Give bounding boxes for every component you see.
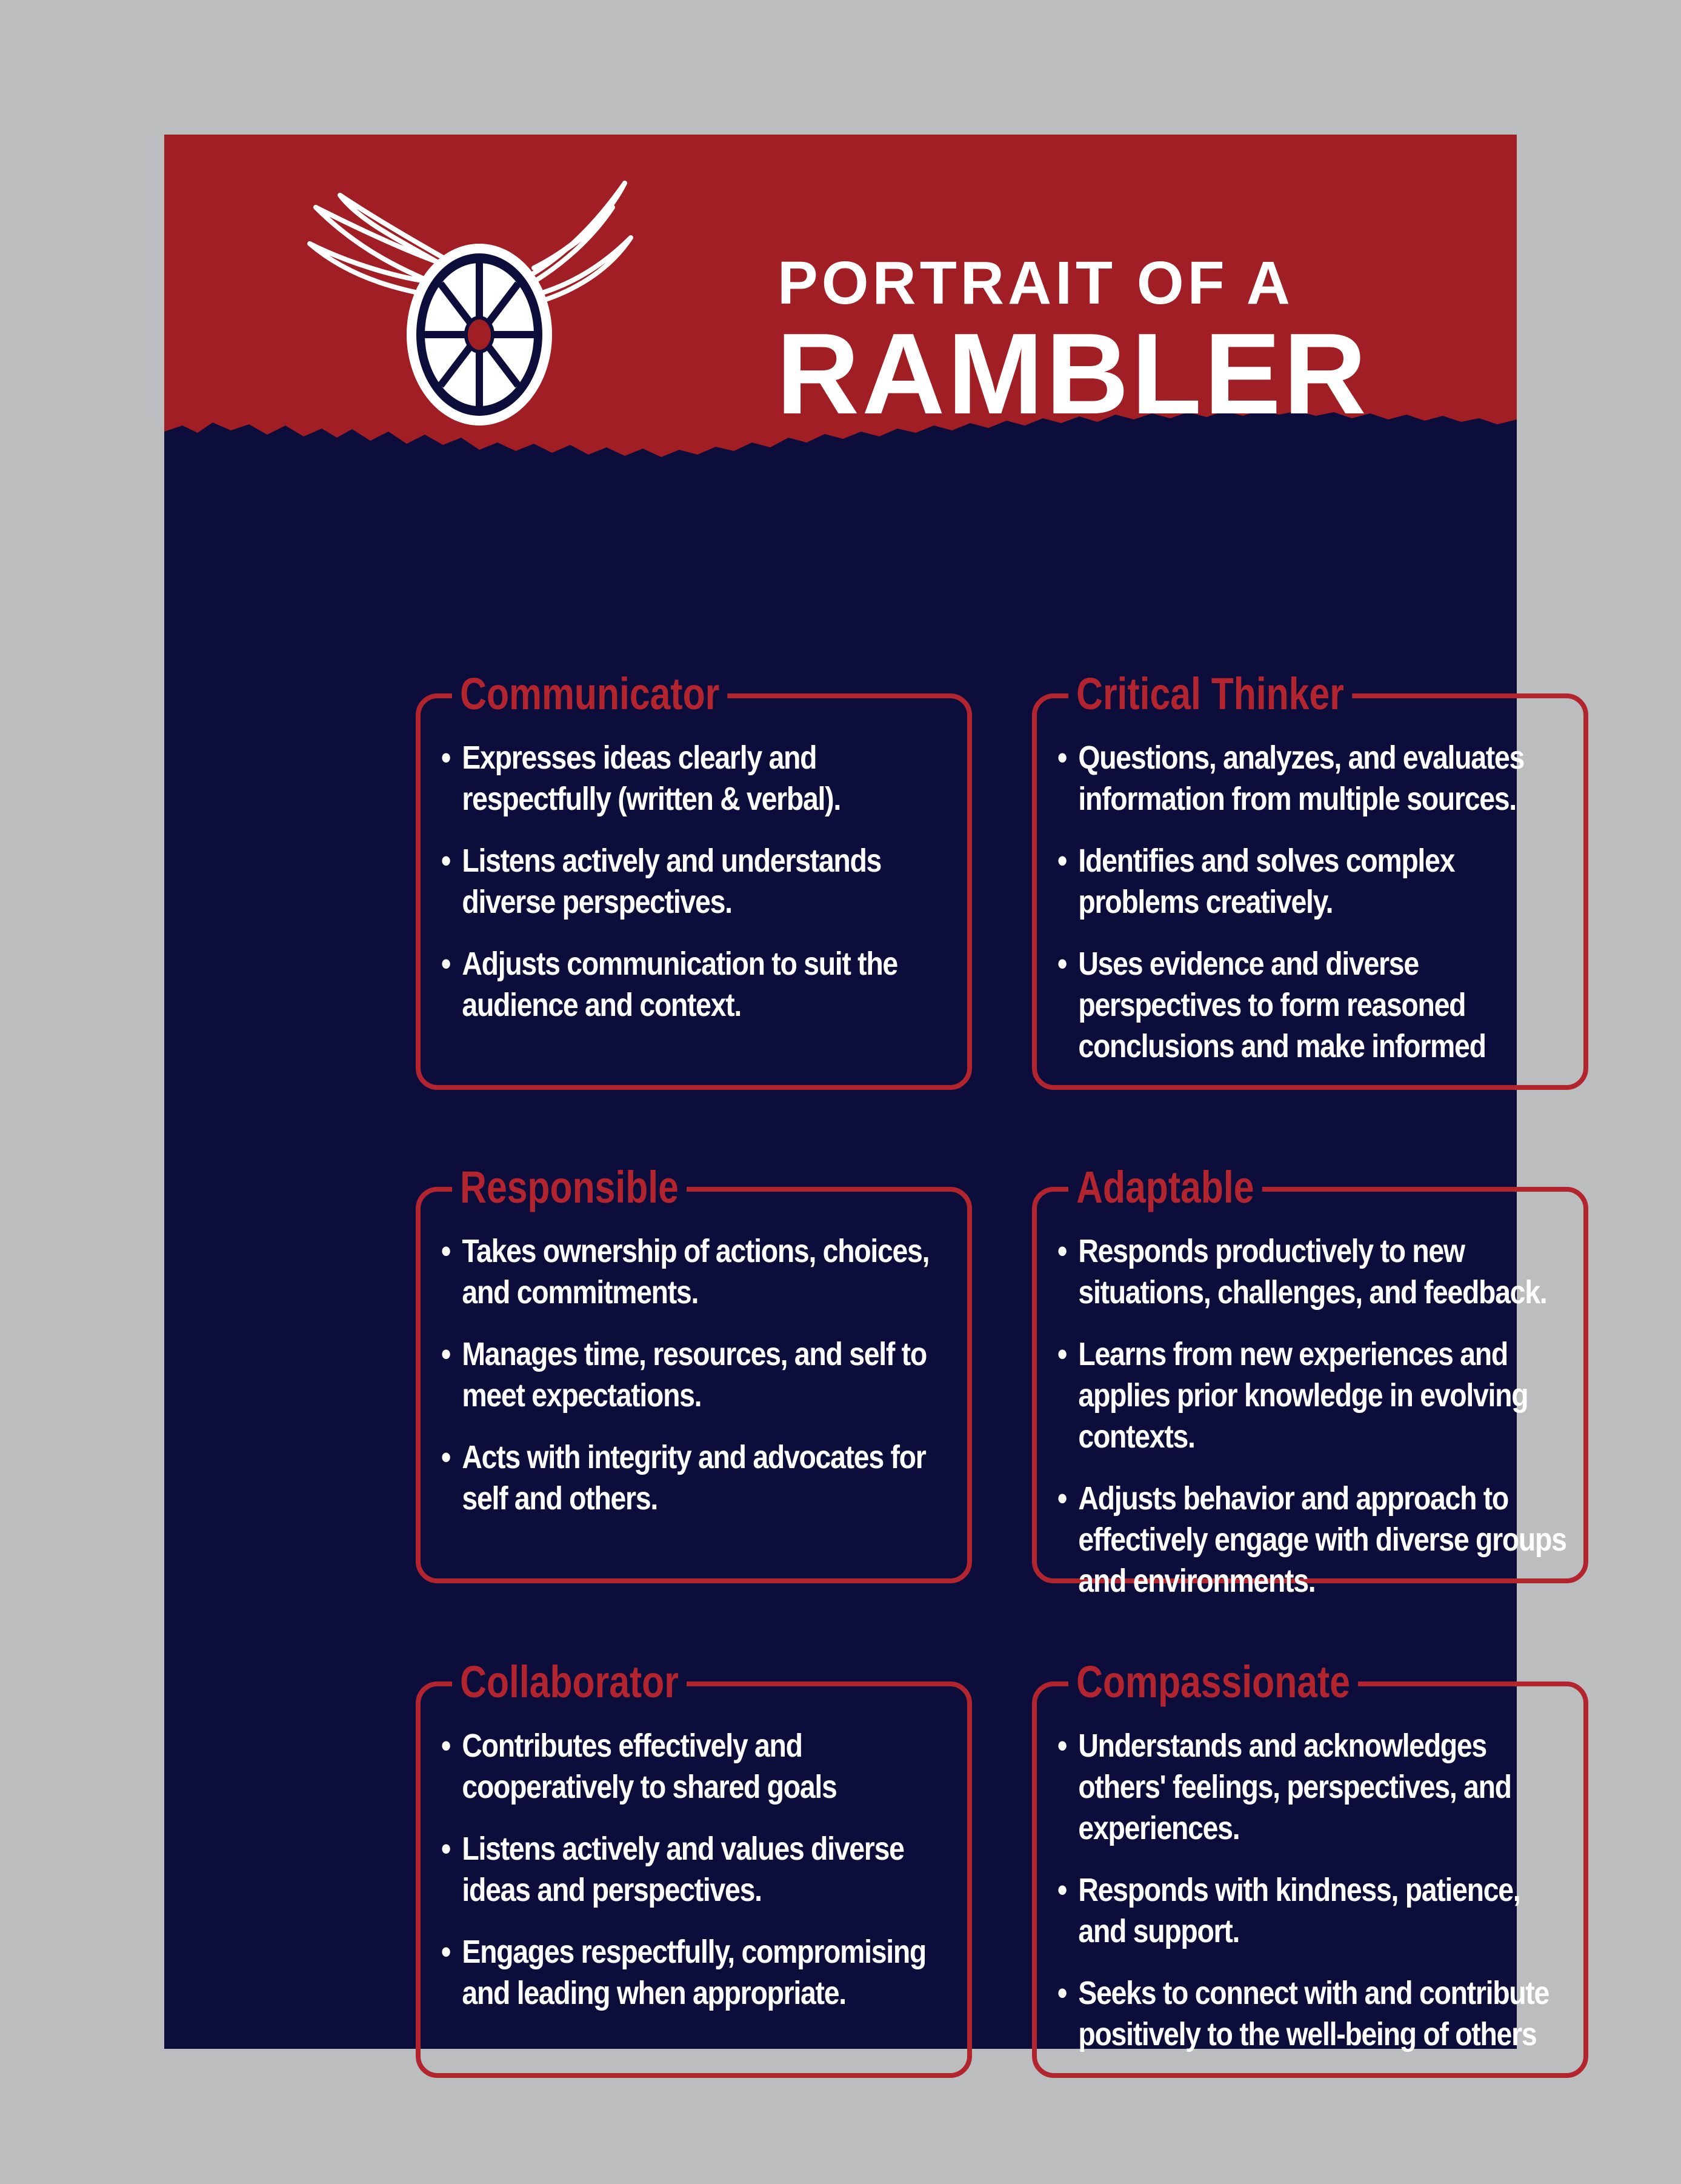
card-adaptable xyxy=(1032,1162,1588,1599)
trait-list xyxy=(441,1231,955,1540)
card-title: Responsible xyxy=(452,1154,687,1221)
title-line-2: RAMBLER xyxy=(776,310,1369,438)
poster-title xyxy=(776,249,1491,438)
card-title: Compassionate xyxy=(1068,1649,1358,1715)
trait-item: • Expresses ideas clearly and respectfully (written & verbal). xyxy=(441,737,957,820)
trait-item: • Adjusts behavior and approach to effectively engage with diverse groups and environments. xyxy=(1057,1478,1573,1601)
trait-item: • Responds productively to new situations, challenges, and feedback. xyxy=(1057,1231,1573,1313)
trait-list xyxy=(1057,1231,1571,1622)
card-collaborator xyxy=(416,1657,972,2078)
poster xyxy=(164,135,1566,2052)
trait-item: • Engages respectfully, compromising and leading when appropriate. xyxy=(441,1931,957,2014)
trait-item: • Questions, analyzes, and evaluates information from multiple sources. xyxy=(1057,737,1573,820)
card-critical-thinker xyxy=(1032,669,1588,1090)
card-compassionate xyxy=(1032,1657,1588,2078)
card-title: Communicator xyxy=(452,661,727,727)
card-title: Critical Thinker xyxy=(1068,661,1352,727)
trait-item: • Listens actively and values diverse ideas and perspectives. xyxy=(441,1828,957,1911)
card-title: Adaptable xyxy=(1068,1154,1262,1221)
trait-list xyxy=(441,1725,955,2034)
trait-item: • Identifies and solves complex problems creatively. xyxy=(1057,840,1573,923)
card-responsible xyxy=(416,1162,972,1583)
trait-list xyxy=(1057,737,1571,1087)
trait-item: • Manages time, resources, and self to meet expectations. xyxy=(441,1334,957,1416)
trait-item: • Contributes effectively and cooperatively to shared goals xyxy=(441,1725,957,1808)
trait-item: • Uses evidence and diverse perspectives to form reasoned conclusions and make informed xyxy=(1057,943,1573,1067)
card-communicator xyxy=(416,669,972,1090)
trait-item: • Seeks to connect with and contribute positively to the well-being of others xyxy=(1057,1972,1573,2055)
trait-item: • Acts with integrity and advocates for self and others. xyxy=(441,1437,957,1519)
card-title: Collaborator xyxy=(452,1649,687,1715)
trait-item: • Learns from new experiences and applies prior knowledge in evolving contexts. xyxy=(1057,1334,1573,1457)
trait-item: • Responds with kindness, patience, and support. xyxy=(1057,1869,1573,1952)
title-line-1: PORTRAIT OF A xyxy=(777,249,1294,317)
trait-item: • Takes ownership of actions, choices, and commitments. xyxy=(441,1231,957,1313)
trait-list xyxy=(441,737,955,1046)
trait-item: • Listens actively and understands diverse perspectives. xyxy=(441,840,957,923)
winged-wheel-logo xyxy=(298,171,637,438)
trait-item: • Understands and acknowledges others' feelings, perspectives, and experiences. xyxy=(1057,1725,1573,1849)
trait-list xyxy=(1057,1725,1571,2075)
trait-item: • Adjusts communication to suit the audience and context. xyxy=(441,943,957,1026)
